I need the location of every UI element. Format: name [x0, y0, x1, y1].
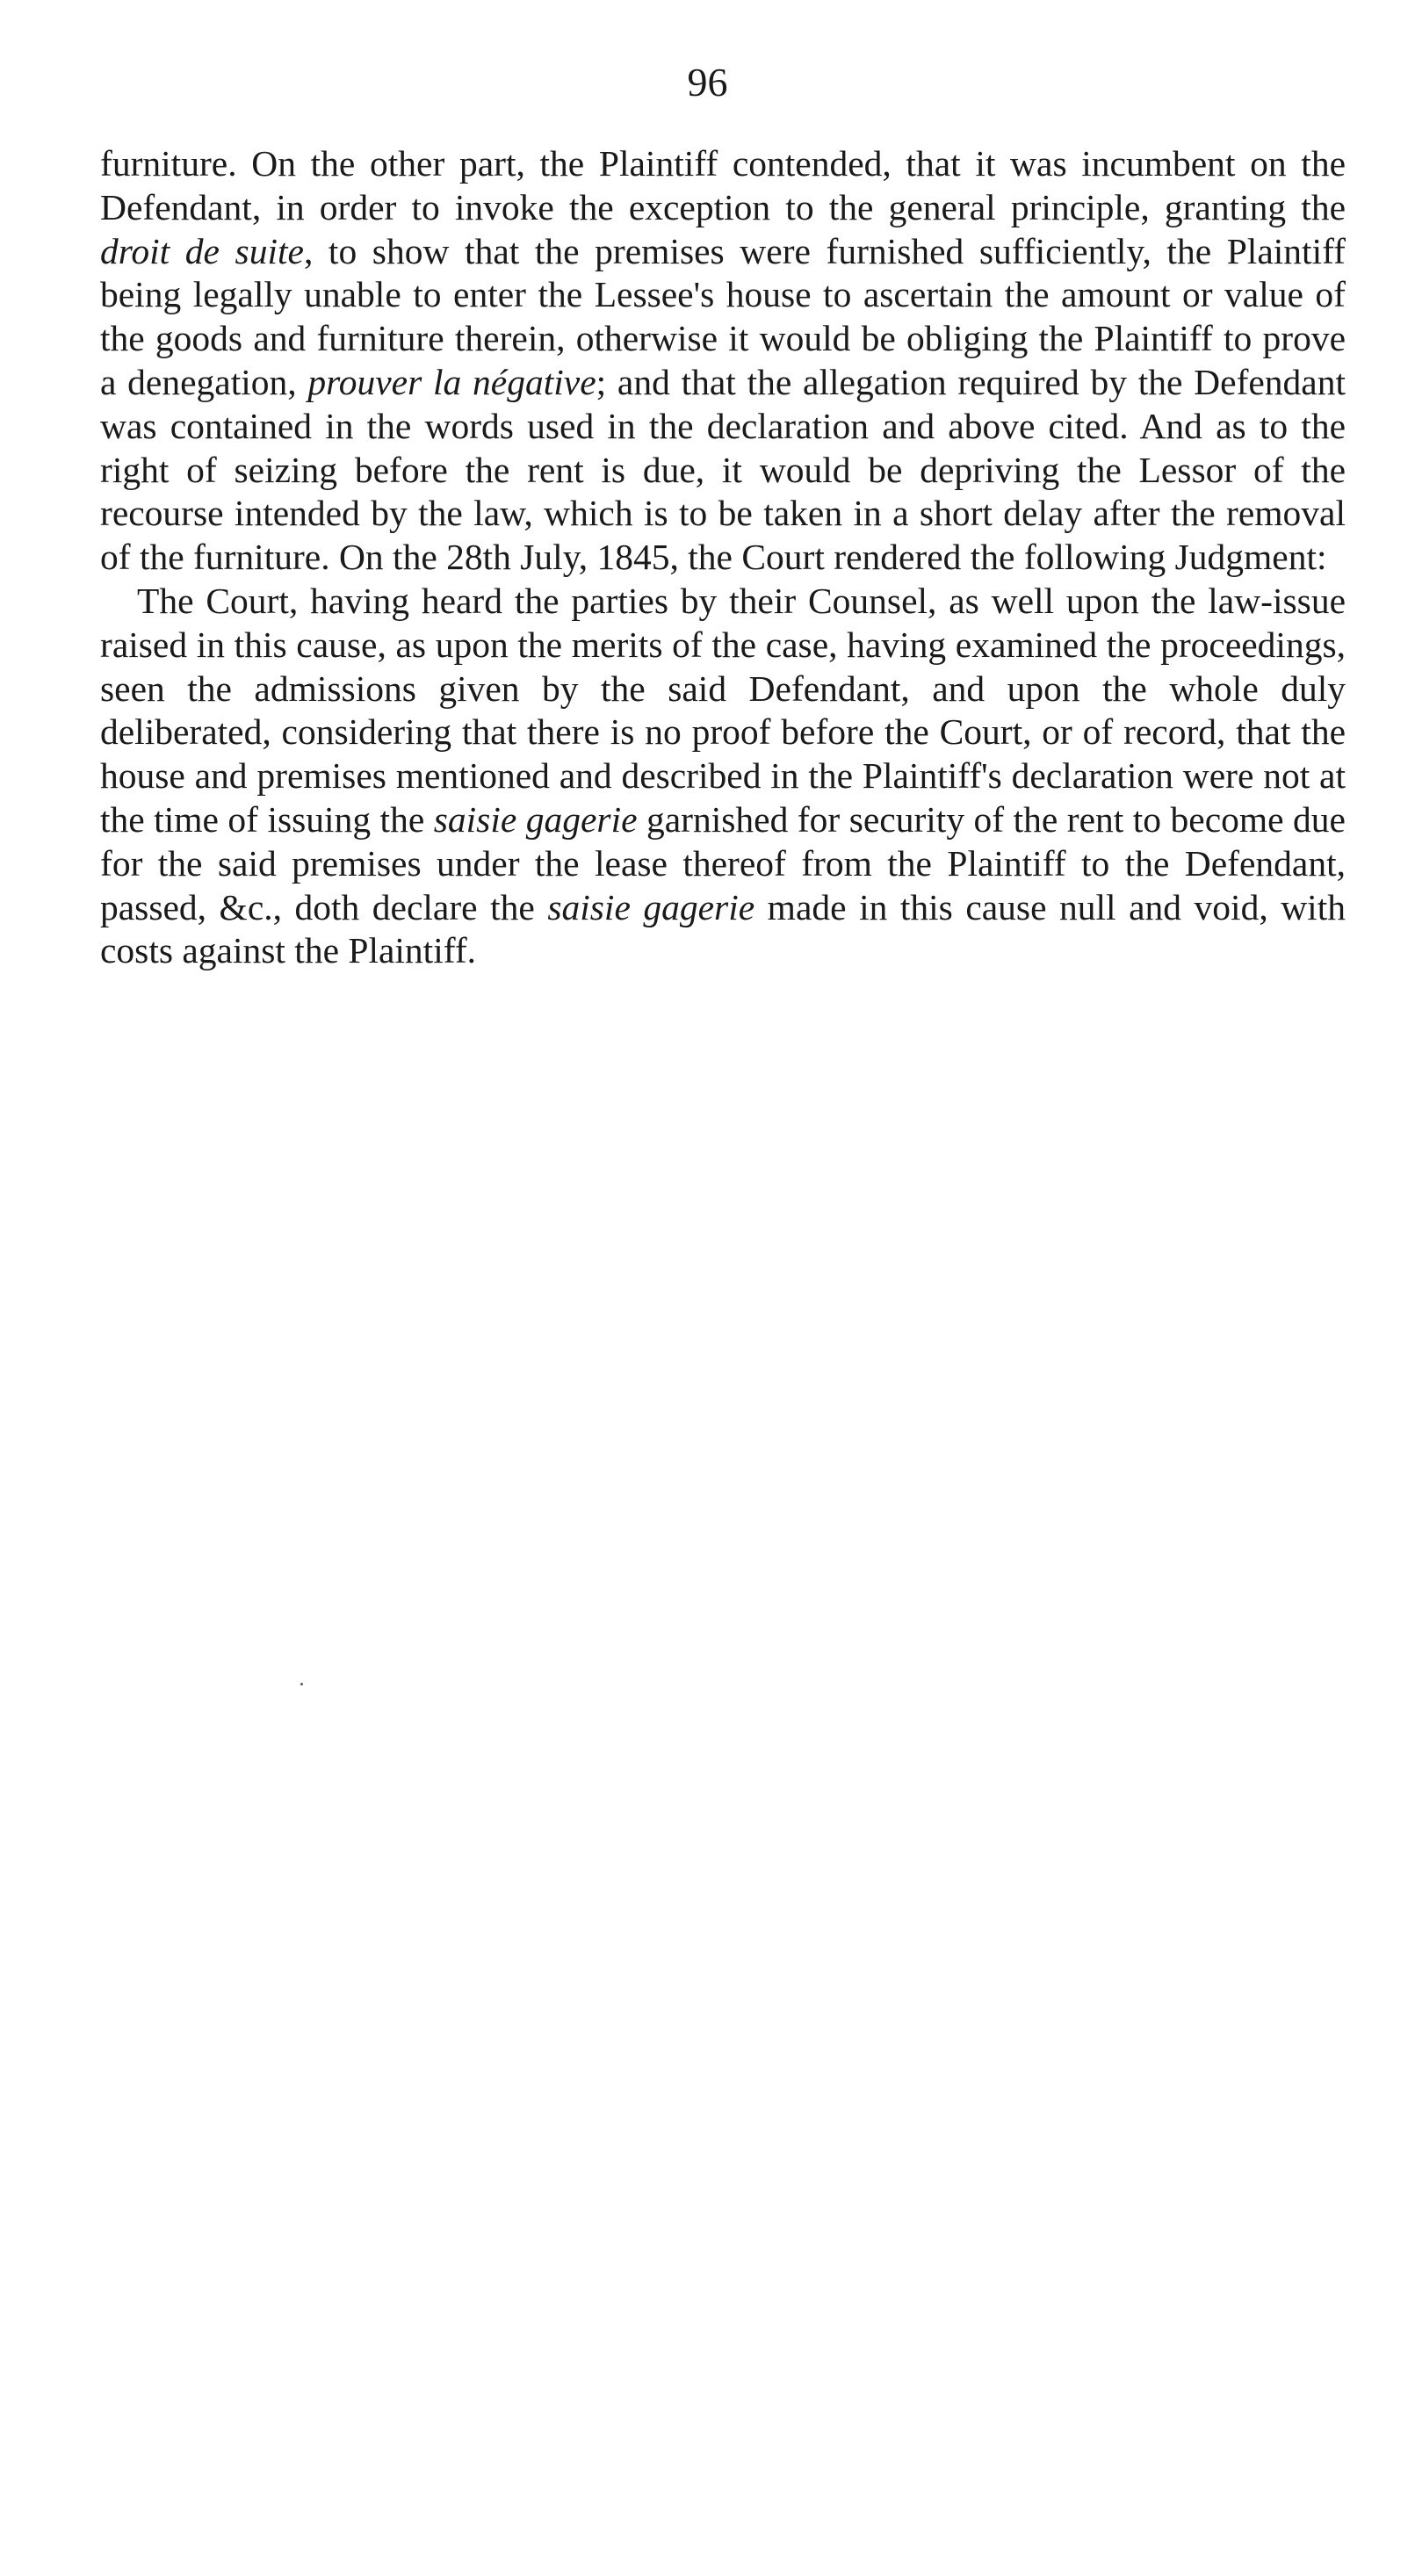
paragraph-judgment	[100, 580, 1346, 973]
text-run: The Court, having heard the parties by their Counsel, as well upon the law-issue raised in this cause, as upon the merits of the case, having examined the proceedings, seen the admissions given by the said Defendant, and upon the whole duly deliberated, considering that there is no proof before the Court, or of record, that the house and premises mentioned and described in the Plaintiff's declaration were not at the time of issuing the	[100, 580, 1346, 840]
text-run: garnished for security of the rent to become due for the said premises under the lease thereof from the Plaintiff to the Defendant, passed, &c., doth declare the	[100, 798, 1346, 927]
paragraph-arguments	[100, 142, 1346, 580]
italic-term-saisie-gagerie: saisie gagerie	[433, 798, 638, 840]
text-run: , to show that the premises were furnished sufficiently, the Plaintiff being legally unable to enter the Lessee's house to ascertain the amount or value of the goods and furniture therein, otherwise it would be obliging the Plaintiff to prove a denegation,	[100, 230, 1346, 402]
text-run: furniture. On the other part, the Plaintiff contended, that it was incumbent on the Defendant, in order to invoke the exception to the general principle, granting the	[100, 143, 1346, 227]
italic-term-droit-de-suite: droit de suite	[100, 230, 304, 271]
text-run: ; and that the allegation required by the Defendant was contained in the words used in the declaration and above cited. And as to the right of seizing before the rent is due, it would be depriving the Lessor of the recourse intended by the law, which is to be taken in a short delay after the removal of the furniture. On the 28th July, 1845, the Court rendered the following Judgment:	[100, 361, 1346, 578]
body-text	[100, 142, 1346, 973]
page-number: 96	[687, 60, 728, 105]
scan-speck	[300, 1683, 303, 1685]
text-run: made in this cause null and void, with costs against the Plaintiff.	[100, 886, 1346, 971]
italic-term-prouver-la-negative: prouver la négative	[307, 361, 596, 402]
italic-term-saisie-gagerie: saisie gagerie	[547, 886, 755, 927]
